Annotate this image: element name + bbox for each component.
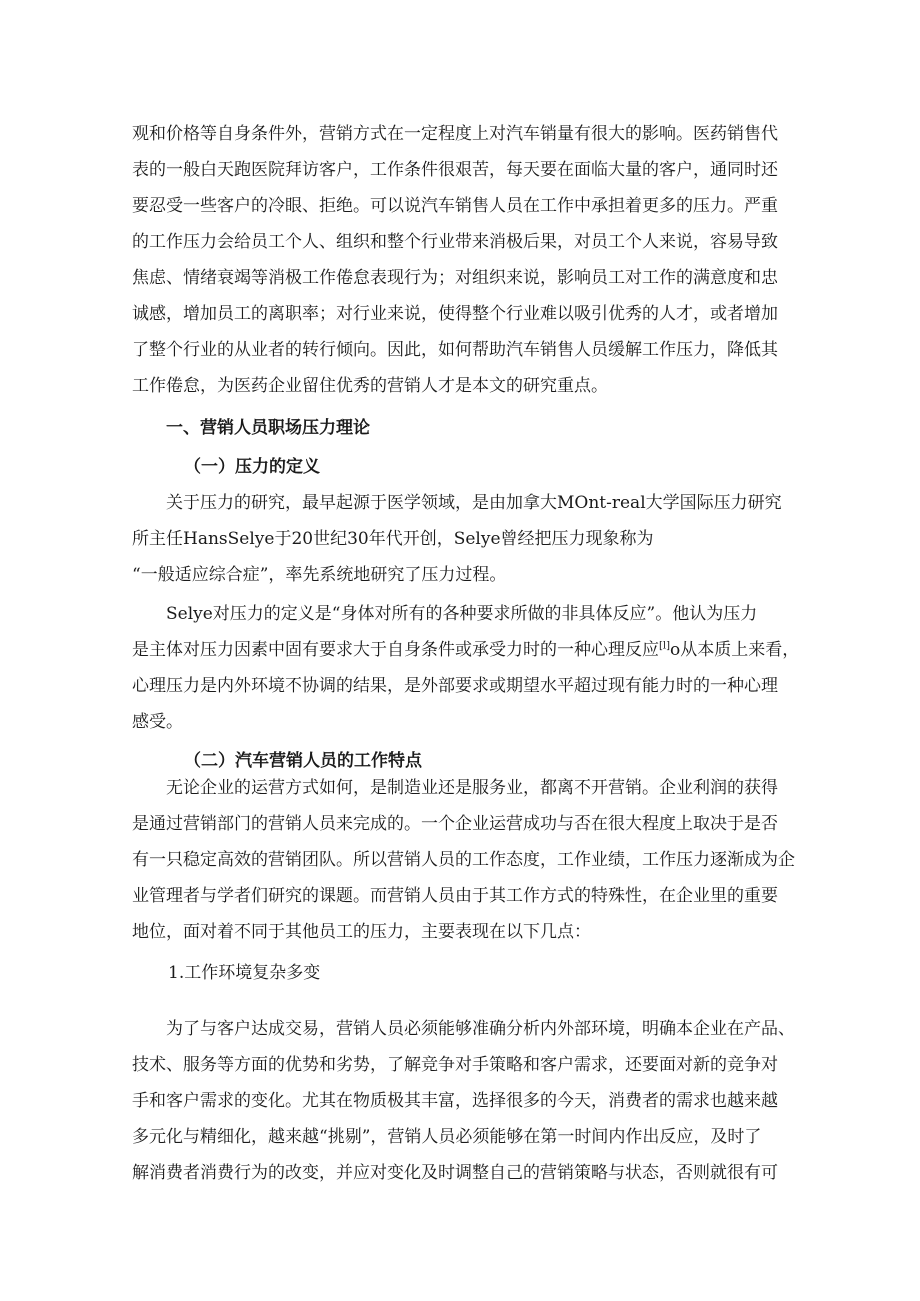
text-line: 无论企业的运营方式如何，是制造业还是服务业，都离不开营销。企业利润的获得 [166,778,778,798]
text-line: 焦虑、情绪衰竭等消极工作倦怠表现行为；对组织来说，影响员工对工作的满意度和忠 [132,268,778,288]
text-segment: 是主体对压力因素中固有要求大于自身条件或承受力时的一种心理反应 [132,640,659,660]
text-line: 感受。 [132,712,183,732]
text-line: 表的一般白天跑医院拜访客户，工作条件很艰苦，每天要在面临大量的客户，通同时还 [132,160,778,180]
text-line [132,639,799,661]
text-line: 心理压力是内外环境不协调的结果，是外部要求或期望水平超过现有能力时的一种心理 [132,676,778,696]
text-line: 工作倦怠，为医药企业留住优秀的营销人才是本文的研究重点。 [132,376,608,396]
text-line: 要忍受一些客户的冷眼、拒绝。可以说汽车销售人员在工作中承担着更多的压力。严重 [132,196,778,216]
citation-marker: [l] [659,640,671,652]
text-line: 技术、服务等方面的优势和劣势，了解竞争对手策略和客户需求，还要面对新的竞争对 [132,1055,778,1075]
text-line: Selye对压力的定义是“身体对所有的各种要求所做的非具体反应”。他认为压力 [166,604,758,624]
subsection-heading: （二）汽车营销人员的工作特点 [184,751,422,771]
text-line: 地位，面对着不同于其他员工的压力，主要表现在以下几点： [132,922,591,942]
text-line: 是通过营销部门的营销人员来完成的。一个企业运营成功与否在很大程度上取决于是否 [132,814,778,834]
text-line: 为了与客户达成交易，营销人员必须能够准确分析内外部环境，明确本企业在产品、 [166,1019,795,1039]
subsection-heading: （一）压力的定义 [184,457,320,477]
text-line: 手和客户需求的变化。尤其在物质极其丰富，选择很多的今天，消费者的需求也越来越 [132,1091,778,1111]
text-line: 所主任HansSelye于20世纪30年代开创，Selye曾经把压力现象称为 [132,529,654,549]
section-heading: 一、营销人员职场压力理论 [166,418,370,438]
text-line: 关于压力的研究，最早起源于医学领域，是由加拿大MOnt-real大学国际压力研究 [166,493,782,513]
text-line: 多元化与精细化，越来越“挑剔”，营销人员必须能够在第一时间内作出反应，及时了 [132,1127,762,1147]
text-line: 诚感，增加员工的离职率；对行业来说，使得整个行业难以吸引优秀的人才，或者增加 [132,304,778,324]
text-line: 解消费者消费行为的改变，并应对变化及时调整自己的营销策略与状态，否则就很有可 [132,1163,778,1183]
text-line: “一般适应综合症”，率先系统地研究了压力过程。 [132,565,507,585]
text-line: 业管理者与学者们研究的课题。而营销人员由于其工作方式的特殊性，在企业里的重要 [132,886,778,906]
text-line: 的工作压力会给员工个人、组织和整个行业带来消极后果，对员工个人来说，容易导致 [132,232,778,252]
text-segment: o从本质上来看， [670,640,800,660]
text-line: 了整个行业的从业者的转行倾向。因此，如何帮助汽车销售人员缓解工作压力，降低其 [132,340,778,360]
text-line: 观和价格等自身条件外，营销方式在一定程度上对汽车销量有很大的影响。医药销售代 [132,124,778,144]
numbered-subheading: 1.工作环境复杂多变 [168,963,321,983]
text-line: 有一只稳定高效的营销团队。所以营销人员的工作态度，工作业绩，工作压力逐渐成为企 [132,850,795,870]
